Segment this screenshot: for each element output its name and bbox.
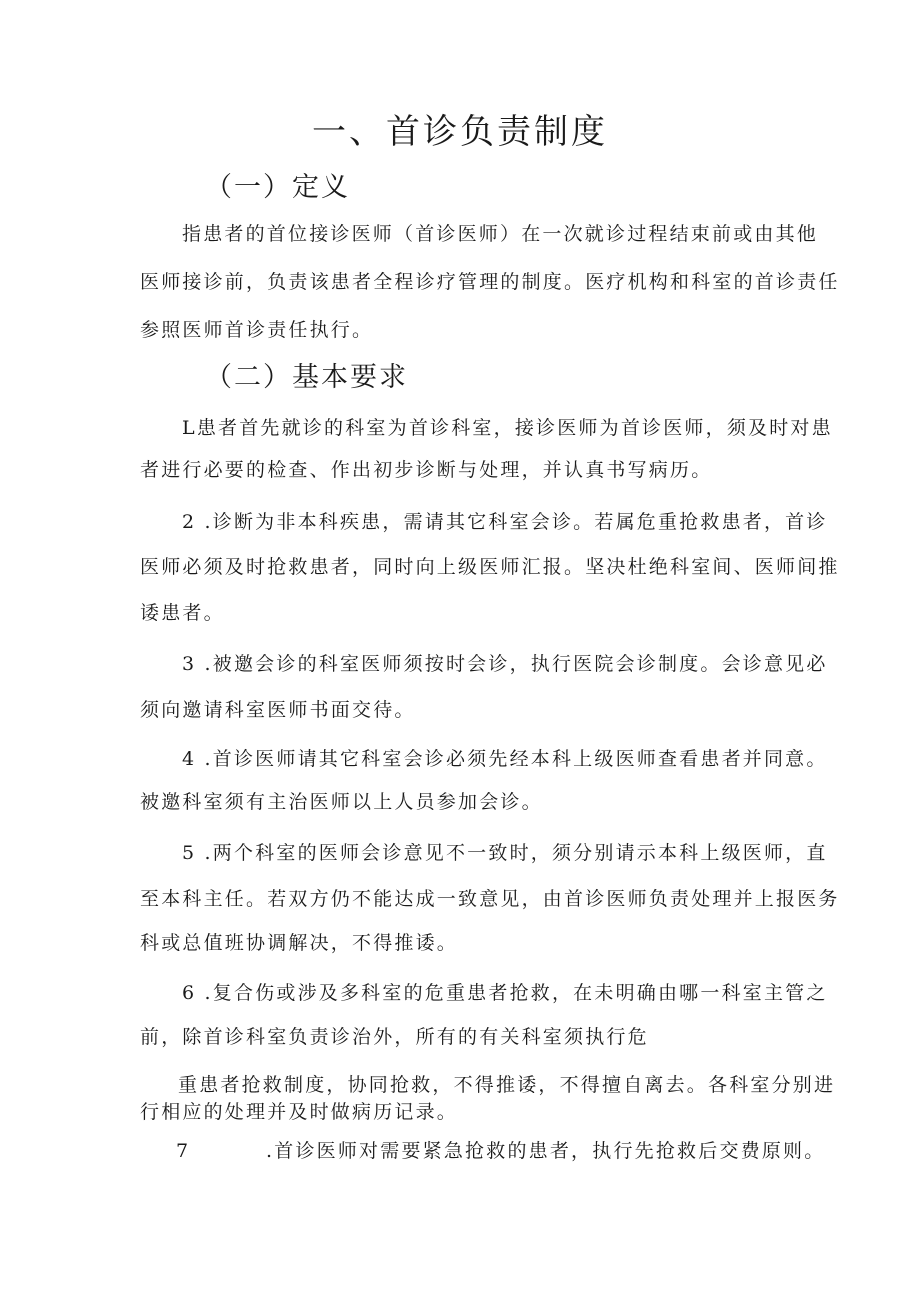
list-item-line: 2 .诊断为非本科疾患，需请其它科室会诊。若属危重抢救患者，首诊 xyxy=(182,511,828,533)
list-item-line: L患者首先就诊的科室为首诊科室，接诊医师为首诊医师，须及时对患 xyxy=(182,417,833,439)
list-item-line: 4 .首诊医师请其它科室会诊必须先经本科上级医师查看患者并同意。 xyxy=(182,748,828,770)
paragraph-line: 参照医师首诊责任执行。 xyxy=(140,319,374,341)
list-item-line: 须向邀请科室医师书面交待。 xyxy=(140,699,416,721)
list-item-line: 前，除首诊科室负责诊治外，所有的有关科室须执行危 xyxy=(140,1026,649,1048)
list-item-line: 科或总值班协调解决，不得推诿。 xyxy=(140,932,459,954)
list-item-number: 7 xyxy=(176,1140,191,1162)
paragraph-line: 指患者的首位接诊医师（首诊医师）在一次就诊过程结束前或由其他 xyxy=(182,223,819,245)
list-item-line: 被邀科室须有主治医师以上人员参加会诊。 xyxy=(140,791,543,813)
list-item-line: 6 .复合伤或涉及多科室的危重患者抢救，在未明确由哪一科室主管之 xyxy=(182,982,828,1004)
list-item-line: 3 .被邀会诊的科室医师须按时会诊，执行医院会诊制度。会诊意见必 xyxy=(182,653,828,675)
list-item-line: 重患者抢救制度，协同抢救，不得推诿，不得擅自离去。各科室分别进 xyxy=(178,1074,836,1096)
document-title: 一、首诊负责制度 xyxy=(312,112,608,152)
list-item-text: .首诊医师对需要紧急抢救的患者，执行先抢救后交费原则。 xyxy=(266,1140,826,1162)
list-item-line: 医师必须及时抢救患者，同时向上级医师汇报。坚决杜绝科室间、医师间推 xyxy=(140,556,840,578)
list-item-line: 至本科主任。若双方仍不能达成一致意见，由首诊医师负责处理并上报医务 xyxy=(140,888,840,910)
paragraph-line: 医师接诊前，负责该患者全程诊疗管理的制度。医疗机构和科室的首诊责任 xyxy=(140,271,840,293)
list-item-line: 行相应的处理并及时做病历记录。 xyxy=(140,1101,459,1123)
section-heading-basic-requirements: （二）基本要求 xyxy=(205,362,408,393)
list-item-line: 者进行必要的检查、作出初步诊断与处理，并认真书写病历。 xyxy=(140,459,713,481)
list-item-line: 5 .两个科室的医师会诊意见不一致时，须分别请示本科上级医师，直 xyxy=(182,842,828,864)
list-item-line xyxy=(176,1137,825,1165)
list-item-line: 诿患者。 xyxy=(140,602,225,624)
section-heading-definition: （一）定义 xyxy=(205,172,350,203)
